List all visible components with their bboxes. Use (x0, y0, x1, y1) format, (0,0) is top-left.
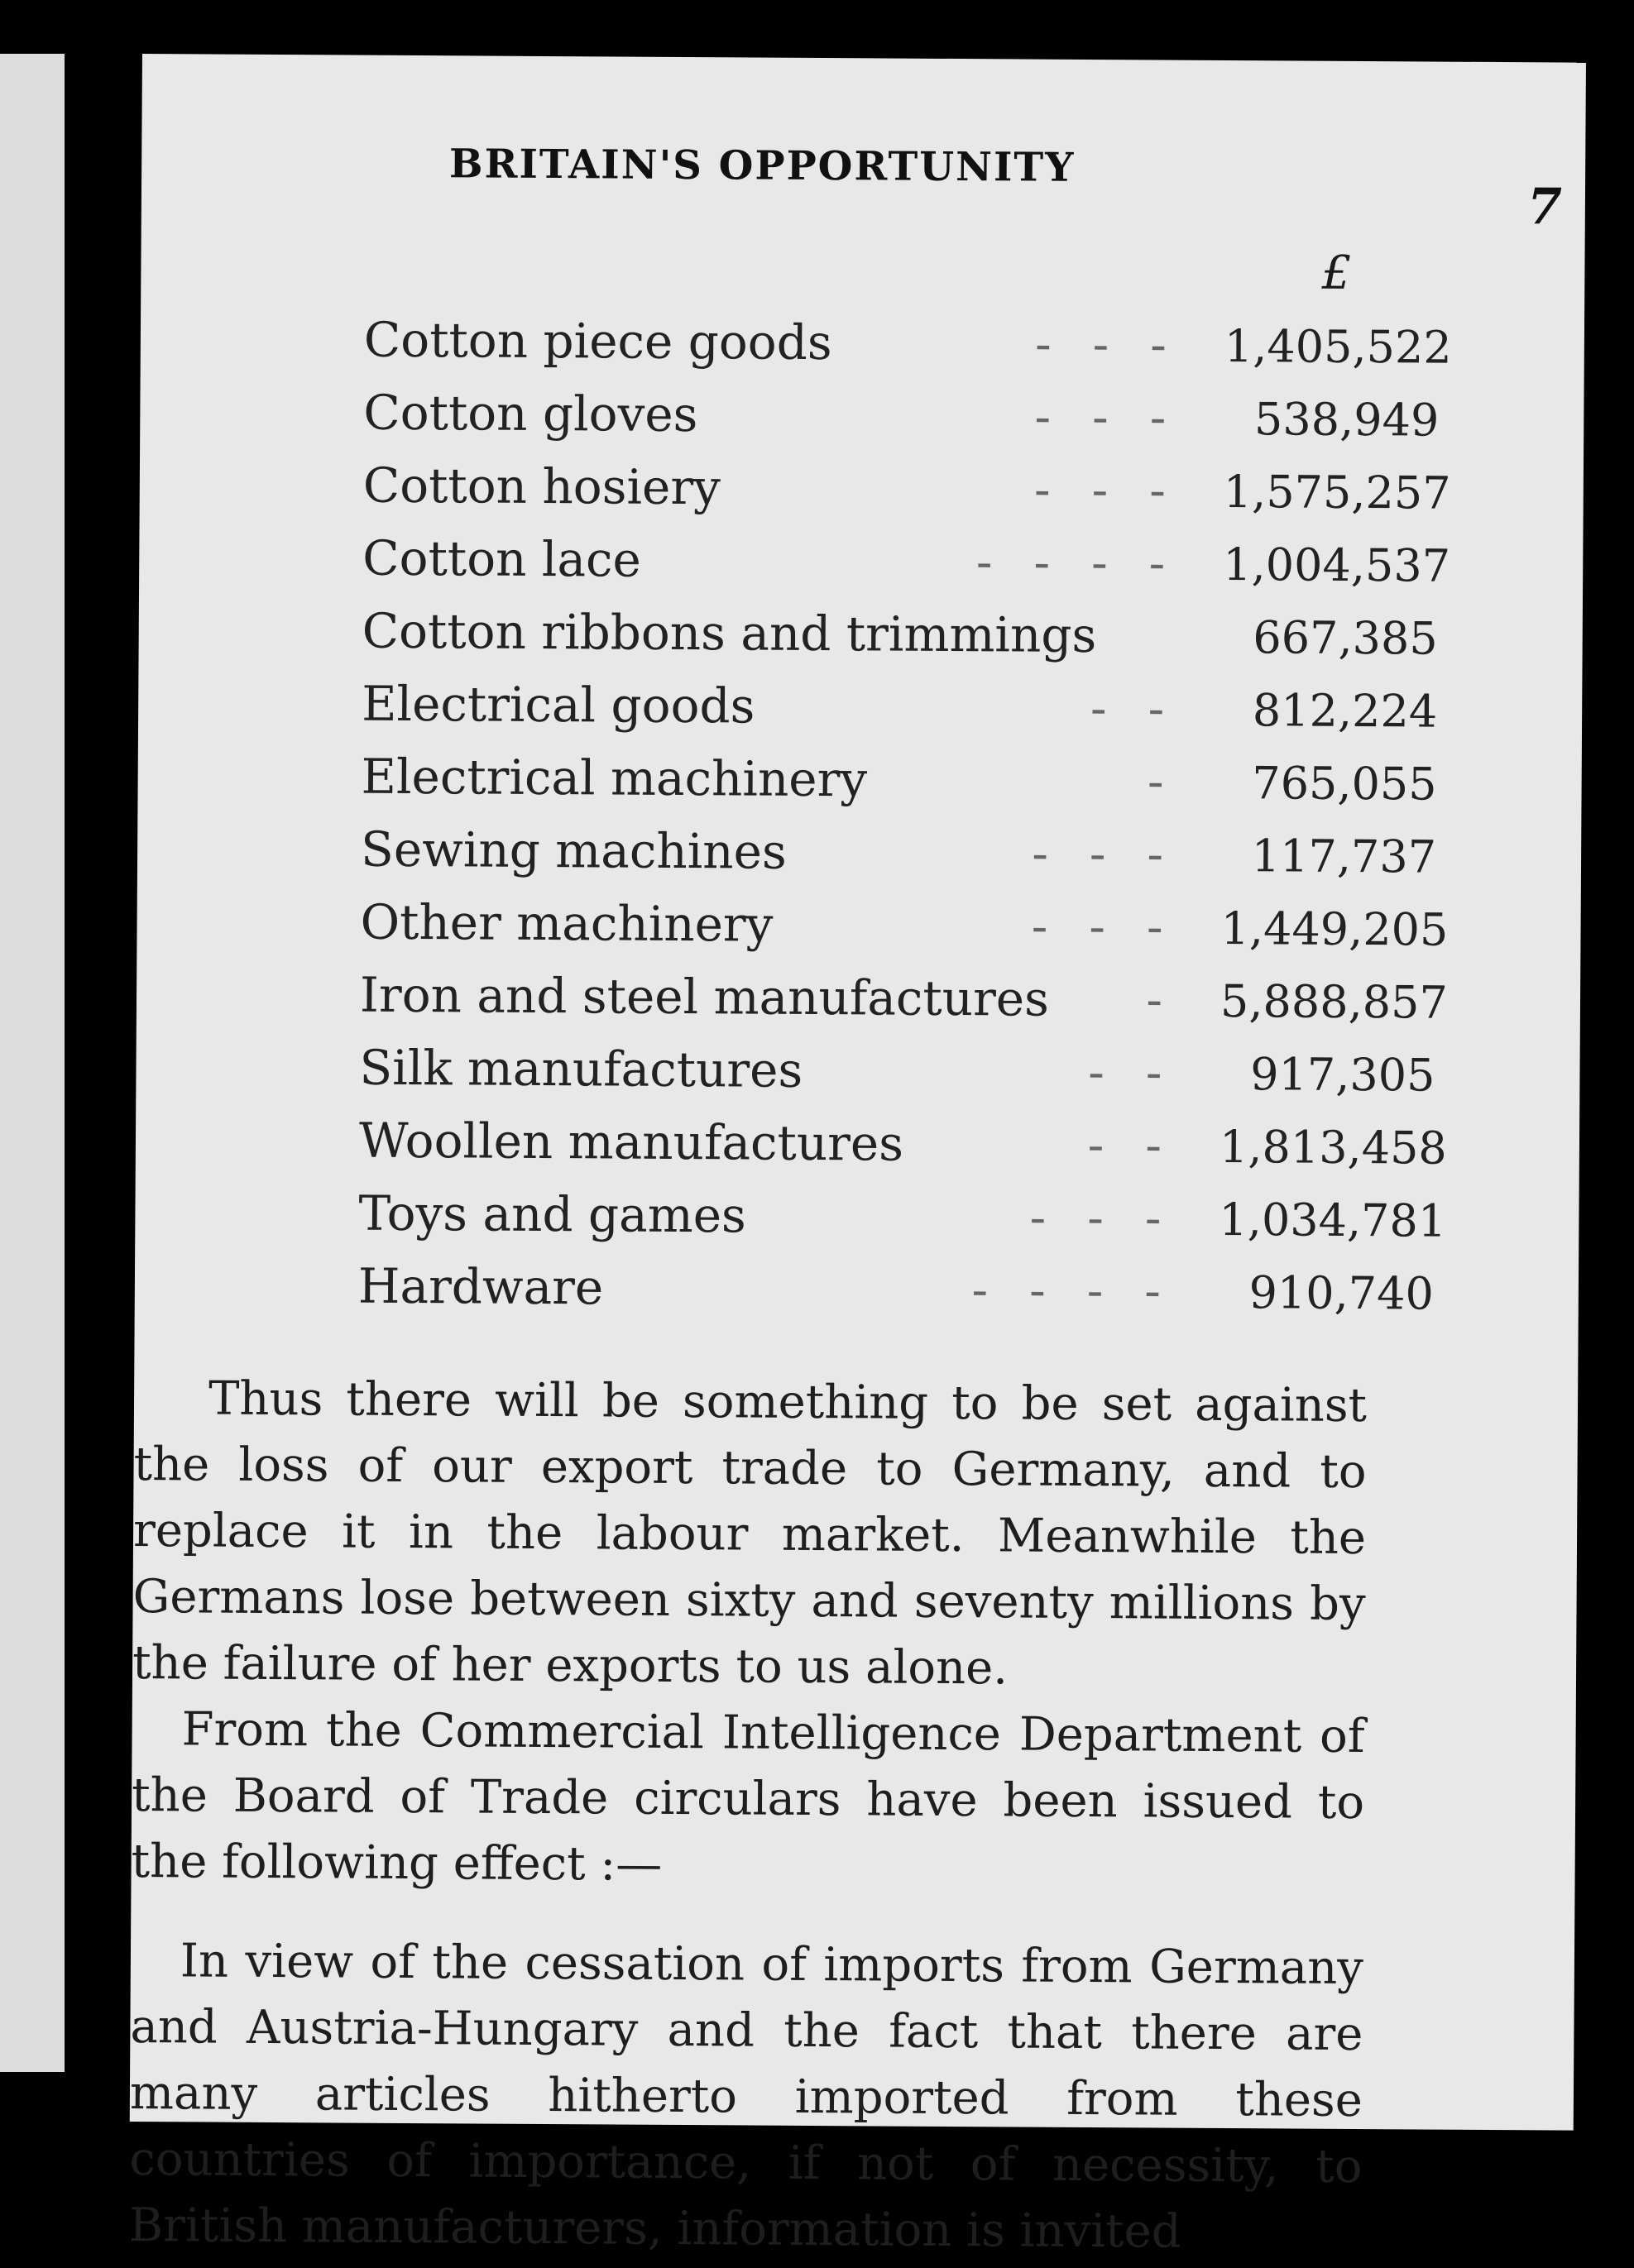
item-name: Sewing machines (360, 821, 787, 880)
item-value: 765,055 (1252, 757, 1437, 811)
item-name: Cotton gloves (363, 384, 698, 443)
leader-dashes: --- (1034, 315, 1209, 373)
table-row (361, 821, 1437, 901)
table-row (362, 457, 1451, 537)
item-value: 1,004,537 (1223, 538, 1451, 592)
item-value: 1,575,257 (1223, 465, 1451, 519)
table-row (359, 1040, 1435, 1119)
leader-dashes: -- (1090, 680, 1206, 737)
item-value: 5,888,857 (1220, 974, 1449, 1029)
item-value: 917,305 (1249, 1048, 1435, 1102)
export-table (357, 229, 1452, 1320)
item-value: 1,449,205 (1220, 902, 1449, 956)
item-name: Woollen manufactures (358, 1112, 904, 1172)
table-rows (357, 311, 1452, 1337)
table-row (361, 749, 1437, 828)
previous-page-edge (0, 54, 65, 2072)
leader-dashes: --- (1034, 388, 1208, 446)
item-name: Electrical machinery (361, 748, 868, 808)
leader-dashes: --- (1031, 897, 1205, 955)
table-row (358, 1258, 1435, 1337)
table-row (358, 1112, 1447, 1192)
leader-dashes: -- (1087, 1117, 1204, 1174)
leader-dashes: --- (1029, 1189, 1203, 1246)
item-value: 1,405,522 (1224, 319, 1452, 374)
leader-dashes: --- (1033, 461, 1208, 519)
table-row (362, 603, 1438, 682)
item-name: Hardware (357, 1257, 604, 1316)
item-name: Cotton ribbons and trimmings (362, 602, 1097, 664)
item-name: Other machinery (360, 893, 774, 953)
body-paragraph: In view of the cessation of imports from Germany and Austria-Hungary and the fact that there are many articles hitherto imported from these countries of importance, if not of necessity, to British manufacturers, information is invited (128, 1934, 1364, 2259)
item-value: 1,813,458 (1219, 1120, 1447, 1175)
item-value: 1,034,781 (1219, 1193, 1447, 1247)
item-name: Toys and games (358, 1184, 747, 1244)
leader-dashes: -- (1088, 1044, 1204, 1101)
item-value: 538,949 (1253, 393, 1440, 447)
leader-dashes: ---- (971, 1261, 1203, 1319)
leader-dashes (1096, 652, 1253, 653)
book-page (128, 54, 1586, 2259)
item-value: 117,737 (1251, 830, 1437, 883)
item-name: Silk manufactures (359, 1039, 803, 1098)
page-number: 7 (1526, 178, 1563, 237)
table-row (363, 385, 1440, 464)
table-row (359, 966, 1449, 1046)
running-head: BRITAIN'S OPPORTUNITY (448, 141, 1076, 191)
table-row (362, 676, 1438, 755)
leader-dashes: --- (1032, 825, 1205, 883)
leader-dashes: - (1147, 753, 1205, 810)
item-name: Cotton lace (362, 529, 642, 588)
leader-dashes: - (1146, 971, 1205, 1028)
currency-symbol: £ (1321, 246, 1352, 300)
table-row (363, 311, 1452, 391)
item-name: Cotton piece goods (363, 311, 832, 371)
item-name: Cotton hosiery (362, 457, 721, 516)
body-paragraph: Thus there will be something to be set against the loss of our export trade to Germany, and to replace it in the labour market. Meanwhile the Germans lose between sixty and seventy millions by the failure of her exports to us alone. (132, 1371, 1368, 1696)
item-value: 910,740 (1248, 1266, 1435, 1320)
leader-dashes: ---- (975, 534, 1207, 591)
item-value: 812,224 (1252, 684, 1438, 738)
table-row (360, 893, 1449, 974)
item-name: Electrical goods (361, 675, 755, 734)
item-name: Iron and steel manufactures (359, 966, 1050, 1027)
table-row (362, 529, 1451, 610)
item-value: 667,385 (1253, 611, 1438, 665)
table-row (358, 1184, 1447, 1265)
body-paragraph: From the Commercial Intelligence Department of the Board of Trade circulars have been issued to the following effect :— (131, 1702, 1365, 1892)
